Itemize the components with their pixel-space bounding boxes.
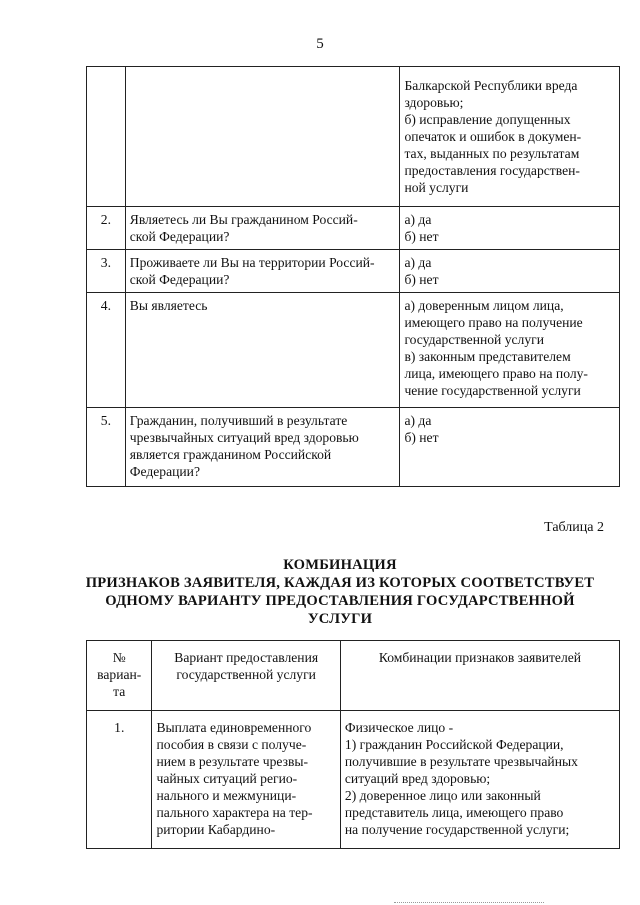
question-cell: [125, 293, 400, 408]
header-variant-number: [87, 641, 152, 711]
answer-line: а) доверенным лицом лица,: [404, 298, 564, 313]
header-variant-number-line: №: [112, 650, 126, 665]
table-row: [87, 250, 620, 293]
question-line: Федерации?: [129, 464, 200, 479]
combination-line: 1) гражданин Российской Федерации,: [344, 737, 564, 752]
answer-cell: [400, 293, 620, 408]
variant-line: пального характера на тер-: [156, 805, 313, 820]
answer-line: тах, выданных по результатам: [404, 146, 580, 161]
table-row: [87, 207, 620, 250]
answer-line: имеющего право на получение: [404, 315, 583, 330]
combination-line: Физическое лицо -: [344, 720, 454, 735]
heading-line: ПРИЗНАКОВ ЗАЯВИТЕЛЯ, КАЖДАЯ ИЗ КОТОРЫХ СООТВЕТСТВУЕТ: [85, 575, 595, 591]
question-cell: [125, 67, 400, 207]
table-row: [87, 711, 620, 849]
table-header-row: [87, 641, 620, 711]
question-line: Проживаете ли Вы на территории Россий-: [129, 255, 375, 270]
question-line: ской Федерации?: [129, 229, 230, 244]
answer-line: лица, имеющего право на полу-: [404, 366, 588, 381]
answer-cell: [400, 408, 620, 487]
variant-line: Выплата единовременного: [156, 720, 312, 735]
question-cell: [125, 207, 400, 250]
answer-line: а) да: [404, 413, 432, 428]
answer-line: чение государственной услуги: [404, 383, 581, 398]
variant-number: 1.: [87, 711, 152, 849]
answer-line: опечаток и ошибок в докумен-: [404, 129, 582, 144]
section-heading: [60, 556, 620, 628]
answer-line: б) нет: [404, 272, 439, 287]
questionnaire-table: [86, 66, 620, 487]
answer-line: здоровью;: [404, 95, 464, 110]
footer-marks: [394, 902, 544, 903]
variant-cell: [152, 711, 340, 849]
answer-line: государственной услуги: [404, 332, 544, 347]
question-cell: [125, 408, 400, 487]
question-cell: [125, 250, 400, 293]
header-combinations: [340, 641, 619, 711]
combination-line: 2) доверенное лицо или законный: [344, 788, 541, 803]
answer-line: ной услуги: [404, 180, 469, 195]
table-row: [87, 408, 620, 487]
header-variant: [152, 641, 340, 711]
question-line: чрезвычайных ситуаций вред здоровью: [129, 430, 359, 445]
question-line: Вы являетесь: [129, 298, 208, 313]
header-combinations-line: Комбинации признаков заявителей: [378, 650, 582, 665]
variant-line: ритории Кабардино-: [156, 822, 276, 837]
header-variant-line: государственной услуги: [176, 667, 316, 682]
variant-line: нального и межмуници-: [156, 788, 297, 803]
combination-line: представитель лица, имеющего право: [344, 805, 564, 820]
combination-cell: [340, 711, 619, 849]
row-number: 4.: [87, 293, 126, 408]
variant-line: нием в результате чрезвы-: [156, 754, 309, 769]
question-line: является гражданином Российской: [129, 447, 332, 462]
table-label: Таблица 2: [544, 520, 604, 535]
heading-line: ОДНОМУ ВАРИАНТУ ПРЕДОСТАВЛЕНИЯ ГОСУДАРСТВЕННОЙ: [105, 593, 575, 609]
answer-line: предоставления государствен-: [404, 163, 580, 178]
page-number: 5: [316, 36, 324, 52]
combinations-table: [86, 640, 620, 849]
answer-line: б) исправление допущенных: [404, 112, 571, 127]
heading-line: УСЛУГИ: [307, 611, 373, 627]
header-variant-line: Вариант предоставления: [174, 650, 319, 665]
answer-line: в) законным представителем: [404, 349, 571, 364]
row-number: [87, 67, 126, 207]
answer-line: а) да: [404, 212, 432, 227]
header-variant-number-line: та: [113, 684, 126, 699]
answer-line: Балкарской Республики вреда: [404, 78, 578, 93]
answer-cell: [400, 207, 620, 250]
table-row: [87, 67, 620, 207]
question-line: Гражданин, получивший в результате: [129, 413, 348, 428]
answer-cell: [400, 67, 620, 207]
row-number: 3.: [87, 250, 126, 293]
combination-line: получившие в результате чрезвычайных: [344, 754, 578, 769]
answer-line: а) да: [404, 255, 432, 270]
row-number: 5.: [87, 408, 126, 487]
answer-line: б) нет: [404, 430, 439, 445]
combination-line: ситуаций вред здоровью;: [344, 771, 491, 786]
combination-line: на получение государственной услуги;: [344, 822, 570, 837]
header-variant-number-line: вариан-: [97, 667, 142, 682]
table-row: [87, 293, 620, 408]
variant-line: чайных ситуаций регио-: [156, 771, 298, 786]
question-line: ской Федерации?: [129, 272, 230, 287]
heading-line: КОМБИНАЦИЯ: [283, 557, 397, 573]
answer-line: б) нет: [404, 229, 439, 244]
question-line: Являетесь ли Вы гражданином Россий-: [129, 212, 358, 227]
answer-cell: [400, 250, 620, 293]
row-number: 2.: [87, 207, 126, 250]
variant-line: пособия в связи с получе-: [156, 737, 307, 752]
